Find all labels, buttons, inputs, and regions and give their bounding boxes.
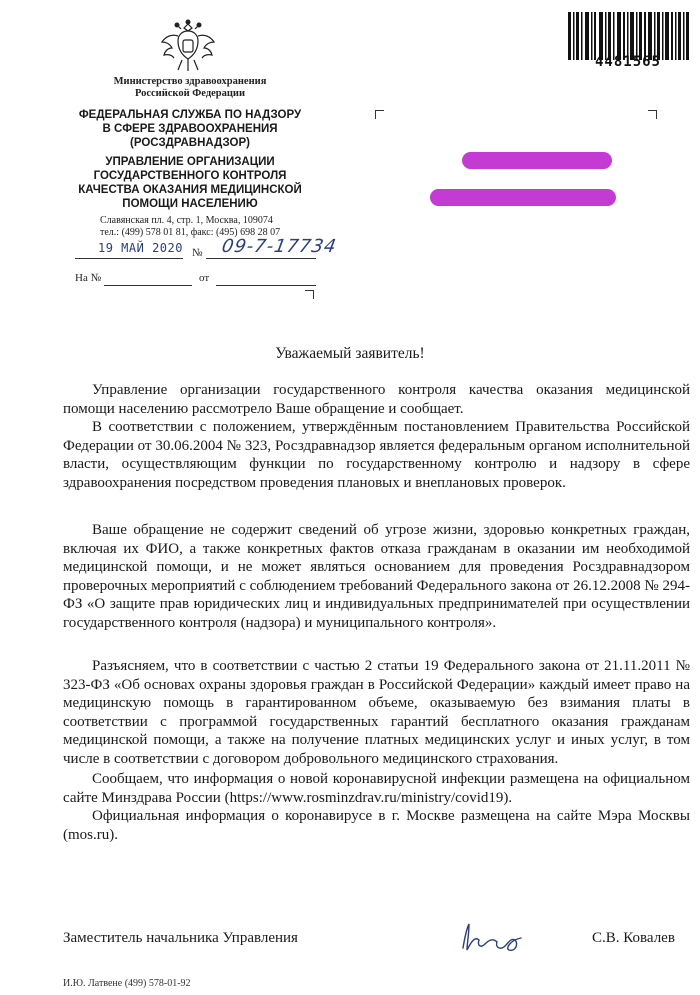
address-line-2: тел.: (499) 578 01 81, факс: (495) 698 28 07 xyxy=(100,227,281,238)
service-line-3: (РОСЗДРАВНАДЗОР) xyxy=(130,137,250,149)
service-line-2: В СФЕРЕ ЗДРАВООХРАНЕНИЯ xyxy=(102,123,278,135)
paragraph-1: Управление организации государственного контроля качества оказания медицинской помощи населению рассмотрело Ваше обращение и сообщает. xyxy=(63,382,690,417)
department-line-1: УПРАВЛЕНИЕ ОРГАНИЗАЦИИ xyxy=(105,156,275,168)
coat-of-arms-emblem xyxy=(158,18,218,80)
redacted-recipient-line-2 xyxy=(430,189,616,206)
paragraph-3: Ваше обращение не содержит сведений об угрозе жизни, здоровью конкретных граждан, включая их ФИО, а также конкретных фактов отказа гражданам в оказании им необходимой медицинской помощи, и не может являться основанием для проведения Росздравнадзором проверочных мероприятий с соблюдением требований Федерального закона от 26.12.2008 № 294-ФЗ «О защите прав юридических лиц и индивидуальных предпринимателей при осуществлении государственного контроля (надзора) и муниципального контроля». xyxy=(63,522,690,631)
ministry-name xyxy=(70,76,310,100)
signatory-position: Заместитель начальника Управления xyxy=(63,930,298,946)
signatory-name: С.В. Ковалев xyxy=(592,930,675,946)
barcode-number: 4481565 xyxy=(594,54,661,70)
paragraph-5: Сообщаем, что информация о новой коронавирусной инфекции размещена на официальном сайте Минздрава России (https://www.rosminzdrav.ru/ministry/covid19). xyxy=(63,771,690,806)
executor-contact: И.Ю. Латвене (499) 578-01-92 xyxy=(63,978,191,989)
salutation: Уважаемый заявитель! xyxy=(275,345,425,362)
department-name xyxy=(60,155,320,211)
date-stamp: 19 МАЙ 2020 xyxy=(98,241,183,255)
handwritten-signature xyxy=(455,918,535,956)
number-underline xyxy=(206,258,316,259)
corner-bracket xyxy=(375,110,384,119)
paragraph-6: Официальная информация о коронавирусе в г. Москве размещена на сайте Мэра Москвы (mos.ru). xyxy=(63,808,690,843)
date-underline xyxy=(75,258,183,259)
department-line-3: КАЧЕСТВА ОКАЗАНИЯ МЕДИЦИНСКОЙ xyxy=(78,184,302,196)
corner-bracket xyxy=(648,110,657,119)
ministry-line-1: Министерство здравоохранения xyxy=(113,76,267,87)
department-line-4: ПОМОЩИ НАСЕЛЕНИЮ xyxy=(122,198,258,210)
reply-number-label: На № xyxy=(75,272,102,284)
service-name xyxy=(60,108,320,150)
reply-from-underline xyxy=(216,285,316,286)
number-label: № xyxy=(192,247,203,259)
paragraph-2: В соответствии с положением, утверждённым постановлением Правительства Российской Федерации от 30.06.2004 № 323, Росздравнадзор является федеральным органом исполнительной власти, осуществляющим функции по государственному контролю и надзору в сфере здравоохранения посредством проведения плановых и внеплановых проверок. xyxy=(63,419,690,491)
handwritten-document-number: 09-7-17734 xyxy=(220,236,339,257)
reply-from-label: от xyxy=(199,272,210,284)
service-line-1: ФЕДЕРАЛЬНАЯ СЛУЖБА ПО НАДЗОРУ xyxy=(78,109,302,121)
address-line-1: Славянская пл. 4, стр. 1, Москва, 109074 xyxy=(100,215,273,226)
corner-bracket xyxy=(305,290,314,299)
reply-number-underline xyxy=(104,285,192,286)
paragraph-4: Разъясняем, что в соответствии с частью 2 статьи 19 Федерального закона от 21.11.2011 № 323-ФЗ «Об основах охраны здоровья граждан в Российской Федерации» каждый имеет право на медицинскую помощь в гарантированном объеме, оказываемую без взимания платы в соответствии с программой государственных гарантий бесплатного оказания гражданам медицинской помощи, а также на получение платных медицинских услуг и иных услуг, в том числе в соответствии с договором добровольного медицинского страхования. xyxy=(63,658,690,767)
redacted-recipient-line-1 xyxy=(462,152,612,169)
department-line-2: ГОСУДАРСТВЕННОГО КОНТРОЛЯ xyxy=(93,170,287,182)
barcode xyxy=(566,12,690,60)
ministry-line-2: Российской Федерации xyxy=(134,88,246,99)
